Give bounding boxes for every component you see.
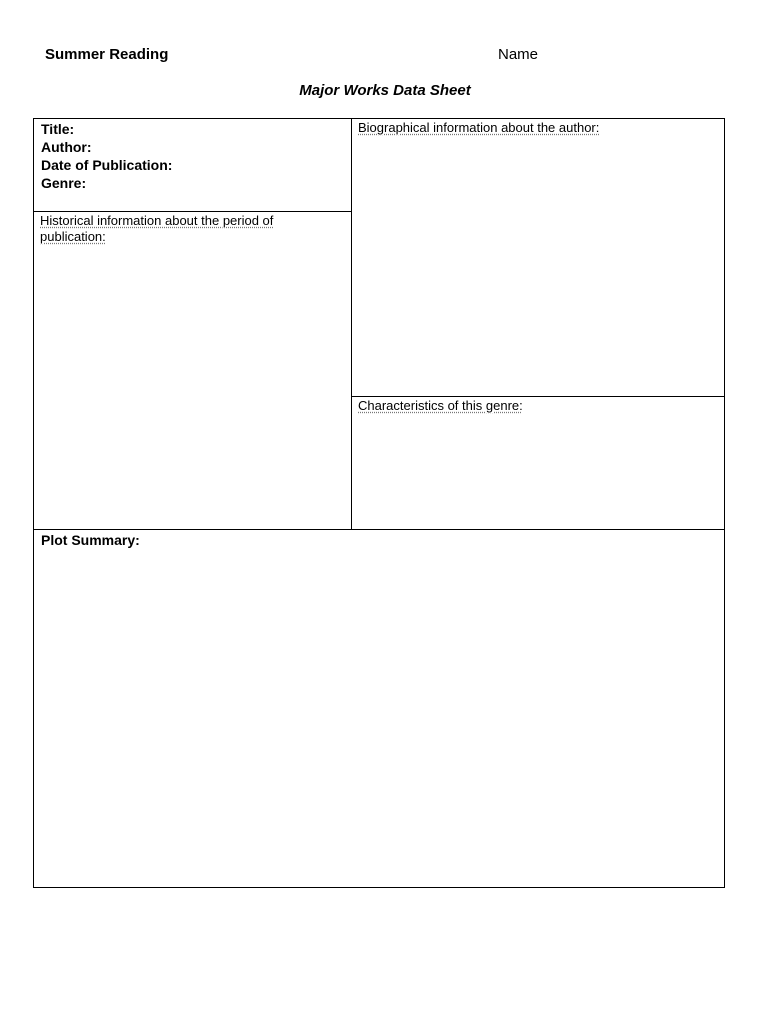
name-label: Name [498, 46, 539, 63]
date-of-publication-label: Date of Publication: [41, 157, 173, 173]
plot-summary-label: Plot Summary: [41, 532, 140, 548]
biographical-info-box [351, 118, 725, 397]
genre-characteristics-box [351, 396, 725, 530]
book-info-box [33, 118, 352, 212]
historical-info-box [33, 211, 352, 530]
genre-characteristics-label: Characteristics of this genre: [358, 398, 523, 413]
author-label: Author: [41, 139, 92, 155]
genre-label: Genre: [41, 175, 87, 191]
plot-summary-box [33, 529, 725, 888]
biographical-info-label: Biographical information about the author: [358, 120, 600, 135]
course-heading: Summer Reading [45, 46, 169, 63]
historical-info-label: Historical information about the period of publication: [40, 213, 274, 244]
title-label: Title: [41, 121, 75, 137]
document-title: Major Works Data Sheet [299, 82, 471, 99]
